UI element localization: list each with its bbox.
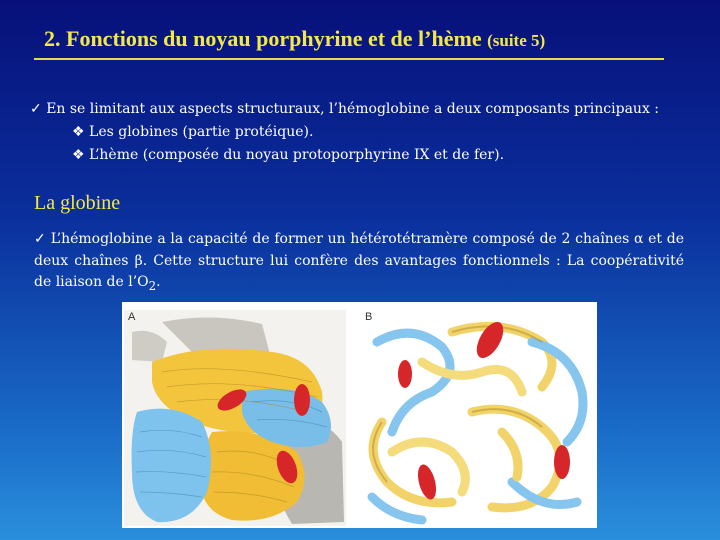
hemoglobin-structure-image	[122, 302, 597, 528]
paragraph-end: .	[156, 274, 161, 290]
intro-list	[30, 98, 710, 167]
paragraph-text: L’hémoglobine a la capacité de former un hétérotétramère composé de 2 chaînes α et de deux chaînes β. Cette structure lui confère des avantages fonctionnels : La coopérativité de liaison de l’O	[34, 231, 684, 290]
panel-a-label: A	[128, 311, 136, 323]
panel-b-label: B	[365, 311, 373, 323]
hemoglobin-structure-figure	[122, 302, 597, 528]
globine-paragraph	[34, 229, 684, 297]
section-heading: La globine	[34, 192, 121, 214]
sub-bullet-globines	[30, 121, 710, 144]
intro-bullet-text: En se limitant aux aspects structuraux, l’hémoglobine a deux composants principaux :	[46, 101, 660, 117]
slide-title	[44, 26, 704, 52]
panel-b-model	[365, 311, 583, 520]
checkmark-icon: ✓	[34, 231, 46, 247]
title-underline	[34, 58, 664, 60]
slide-title-suffix: (suite 5)	[487, 31, 546, 50]
panel-a-model	[124, 310, 346, 526]
sub-bullet-heme	[30, 144, 710, 167]
sub-bullet-text: L’hème (composée du noyau protoporphyrine IX et de fer).	[89, 147, 505, 163]
diamond-bullet-icon: ❖	[72, 124, 85, 140]
paragraph-subscript: 2	[148, 278, 157, 293]
diamond-bullet-icon: ❖	[72, 147, 85, 163]
checkmark-icon: ✓	[30, 101, 42, 117]
slide-title-main: 2. Fonctions du noyau porphyrine et de l’hème	[44, 26, 482, 51]
sub-bullet-text: Les globines (partie protéique).	[89, 124, 314, 140]
intro-bullet	[30, 98, 710, 121]
